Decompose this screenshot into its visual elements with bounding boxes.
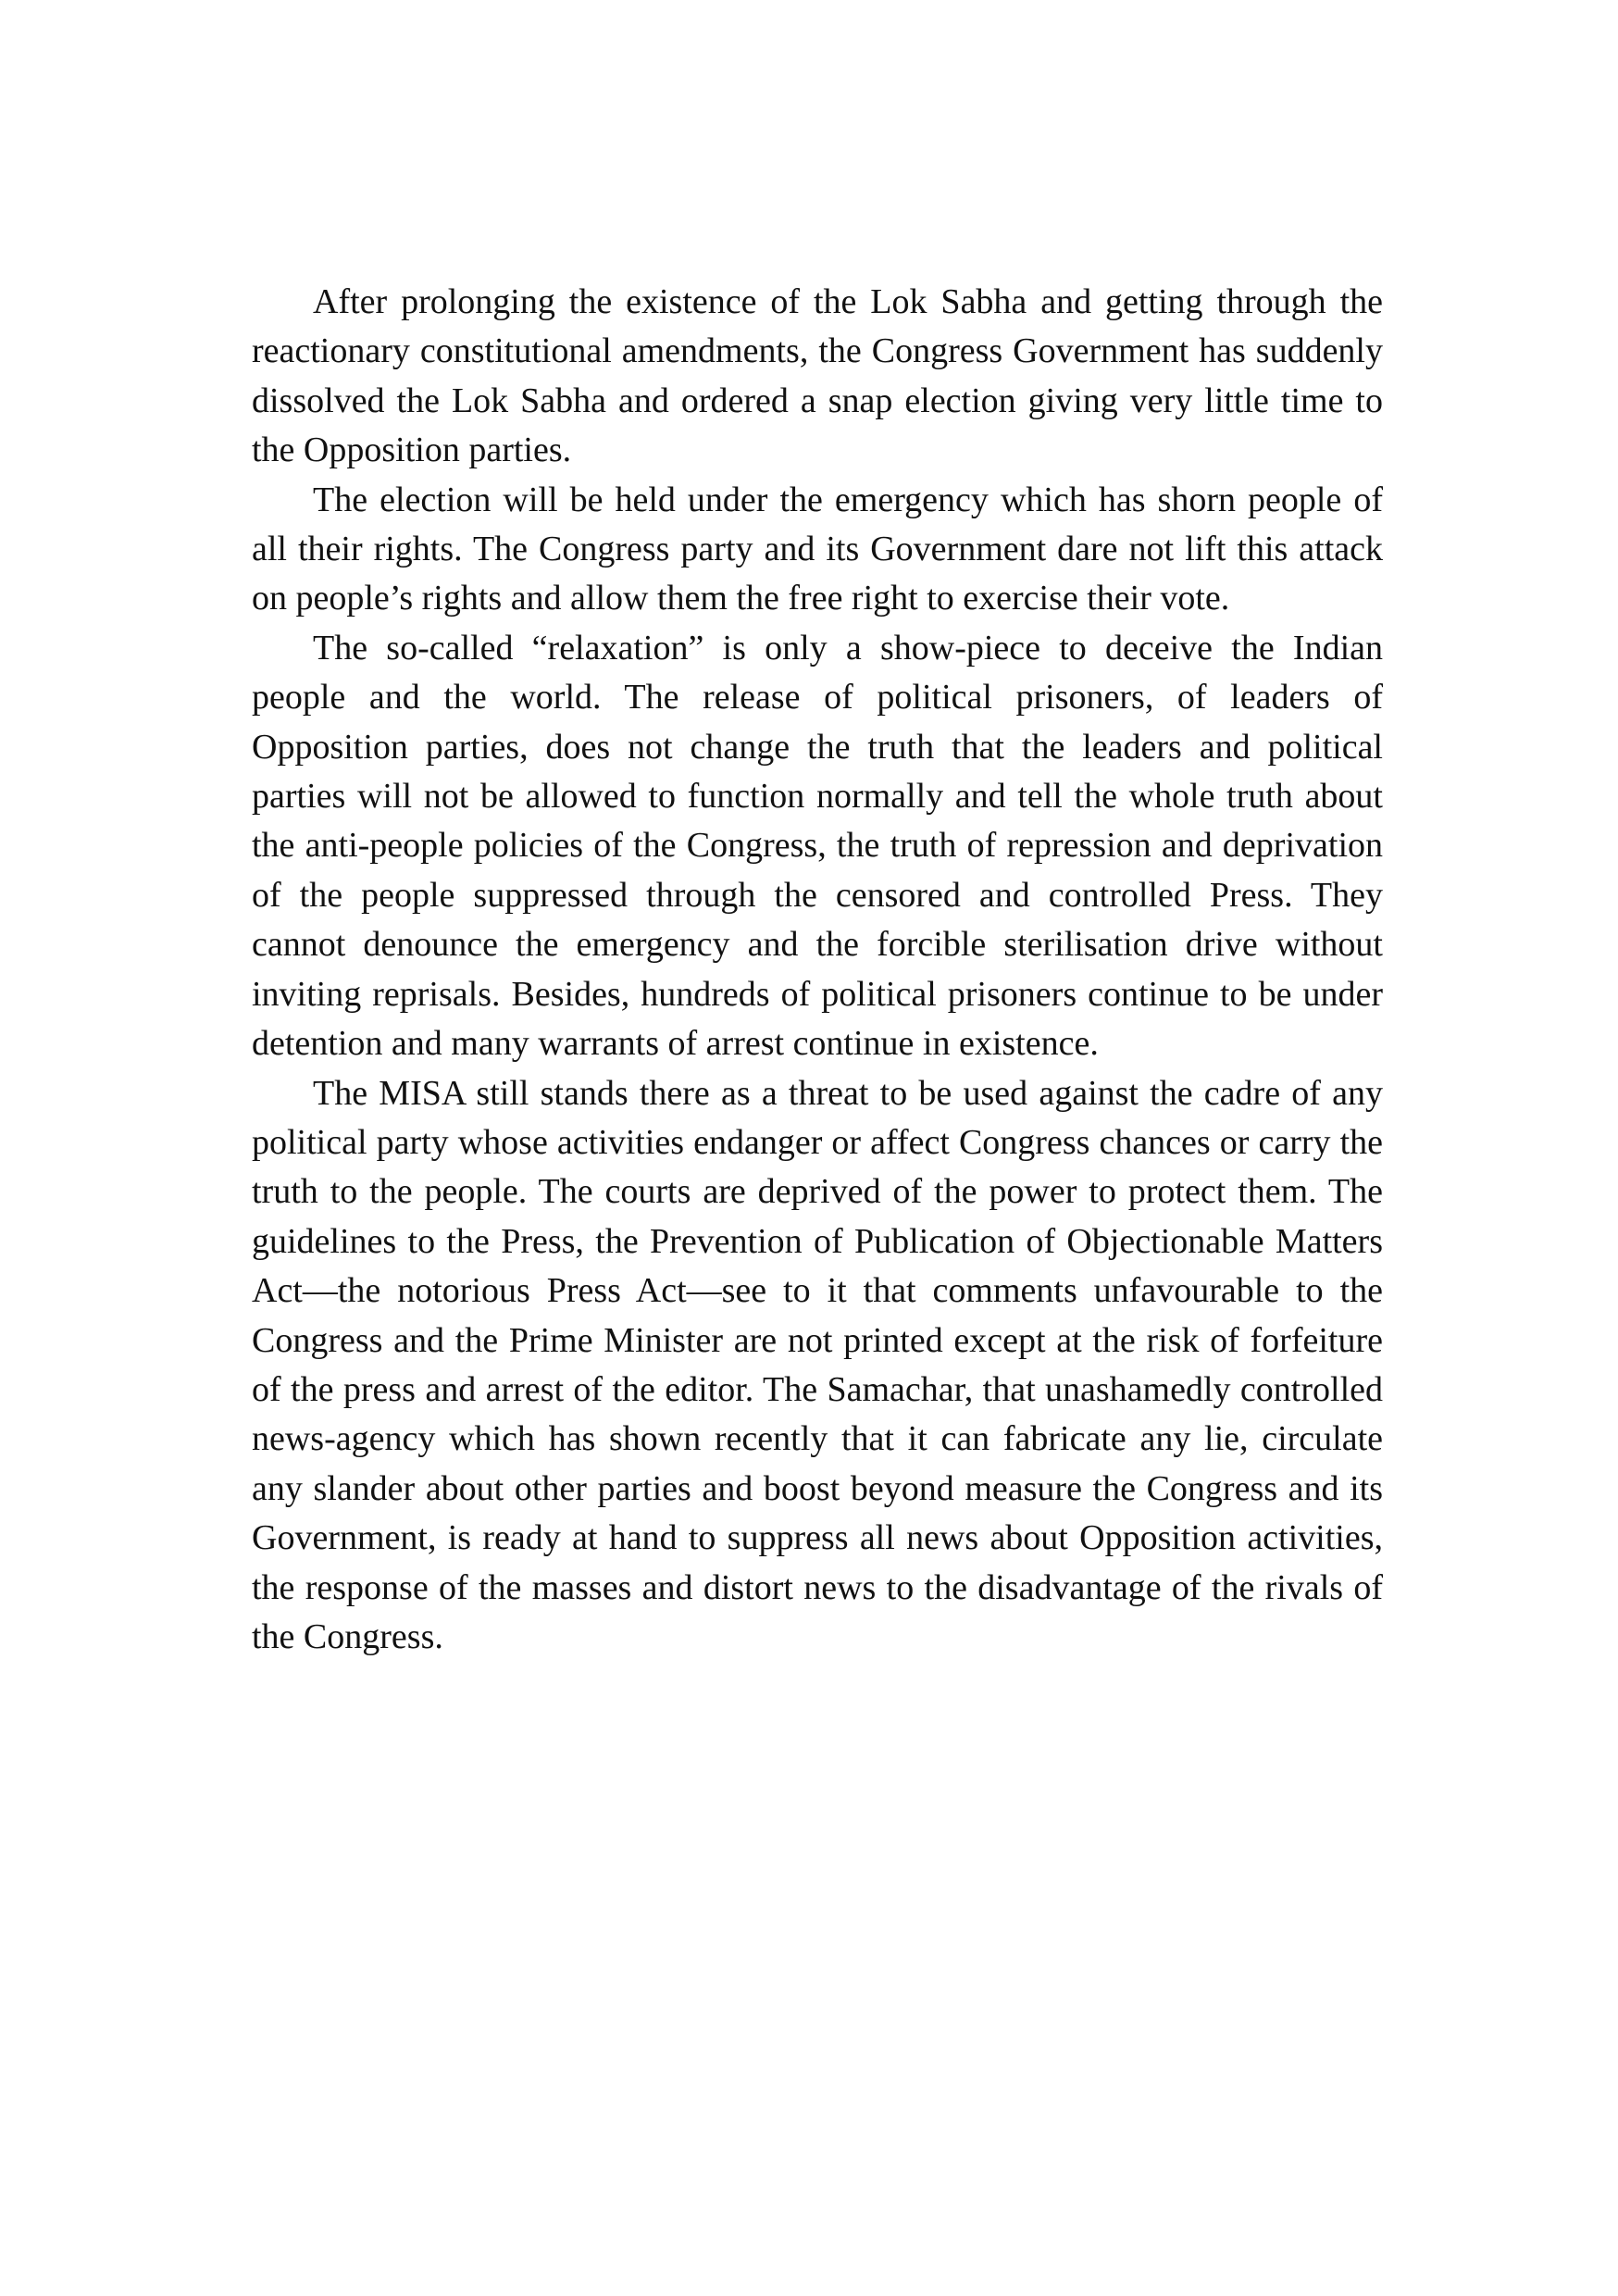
paragraph-4: The MISA still stands there as a threat to be used against the cadre of any political party whose activities endanger or affect Congress chances or carry the truth to the people. The courts are deprived of the power to protect them. The guidelines to the Press, the Prevention of Publication of Objectionable Matters Act—the notorious Press Act—see to it that comments unfavourable to the Congress and the Prime Minister are not printed except at the risk of forfeiture of the press and arrest of the editor. The Samachar, that unashamedly controlled news-agency which has shown recently that it can fabricate any lie, circulate any slander about other parties and boost beyond measure the Congress and its Government, is ready at hand to suppress all news about Opposition activities, the response of the masses and distort news to the disadvantage of the rivals of the Congress. [252, 1073, 1383, 1656]
paragraph-1: After prolonging the existence of the Lok Sabha and getting through the reactionary constitutional amendments, the Congress Government has suddenly dissolved the Lok Sabha and ordered a snap election giving very little time to the Opposition parties. [252, 282, 1383, 470]
body-text [252, 278, 1383, 1662]
paragraph-2: The election will be held under the emergency which has shorn people of all their rights. The Congress party and its Government dare not lift this attack on people’s rights and allow them the free right to exercise their vote. [252, 480, 1383, 618]
paragraph-3: The so-called “relaxation” is only a show-piece to deceive the Indian people and the world. The release of political prisoners, of leaders of Opposition parties, does not change the truth that the leaders and political parties will not be allowed to function normally and tell the whole truth about the anti-people policies of the Congress, the truth of repression and deprivation of the people suppressed through the censored and controlled Press. They cannot denounce the emergency and the forcible sterilisation drive without inviting reprisals. Besides, hundreds of political prisoners continue to be under detention and many warrants of arrest continue in existence. [252, 628, 1383, 1064]
